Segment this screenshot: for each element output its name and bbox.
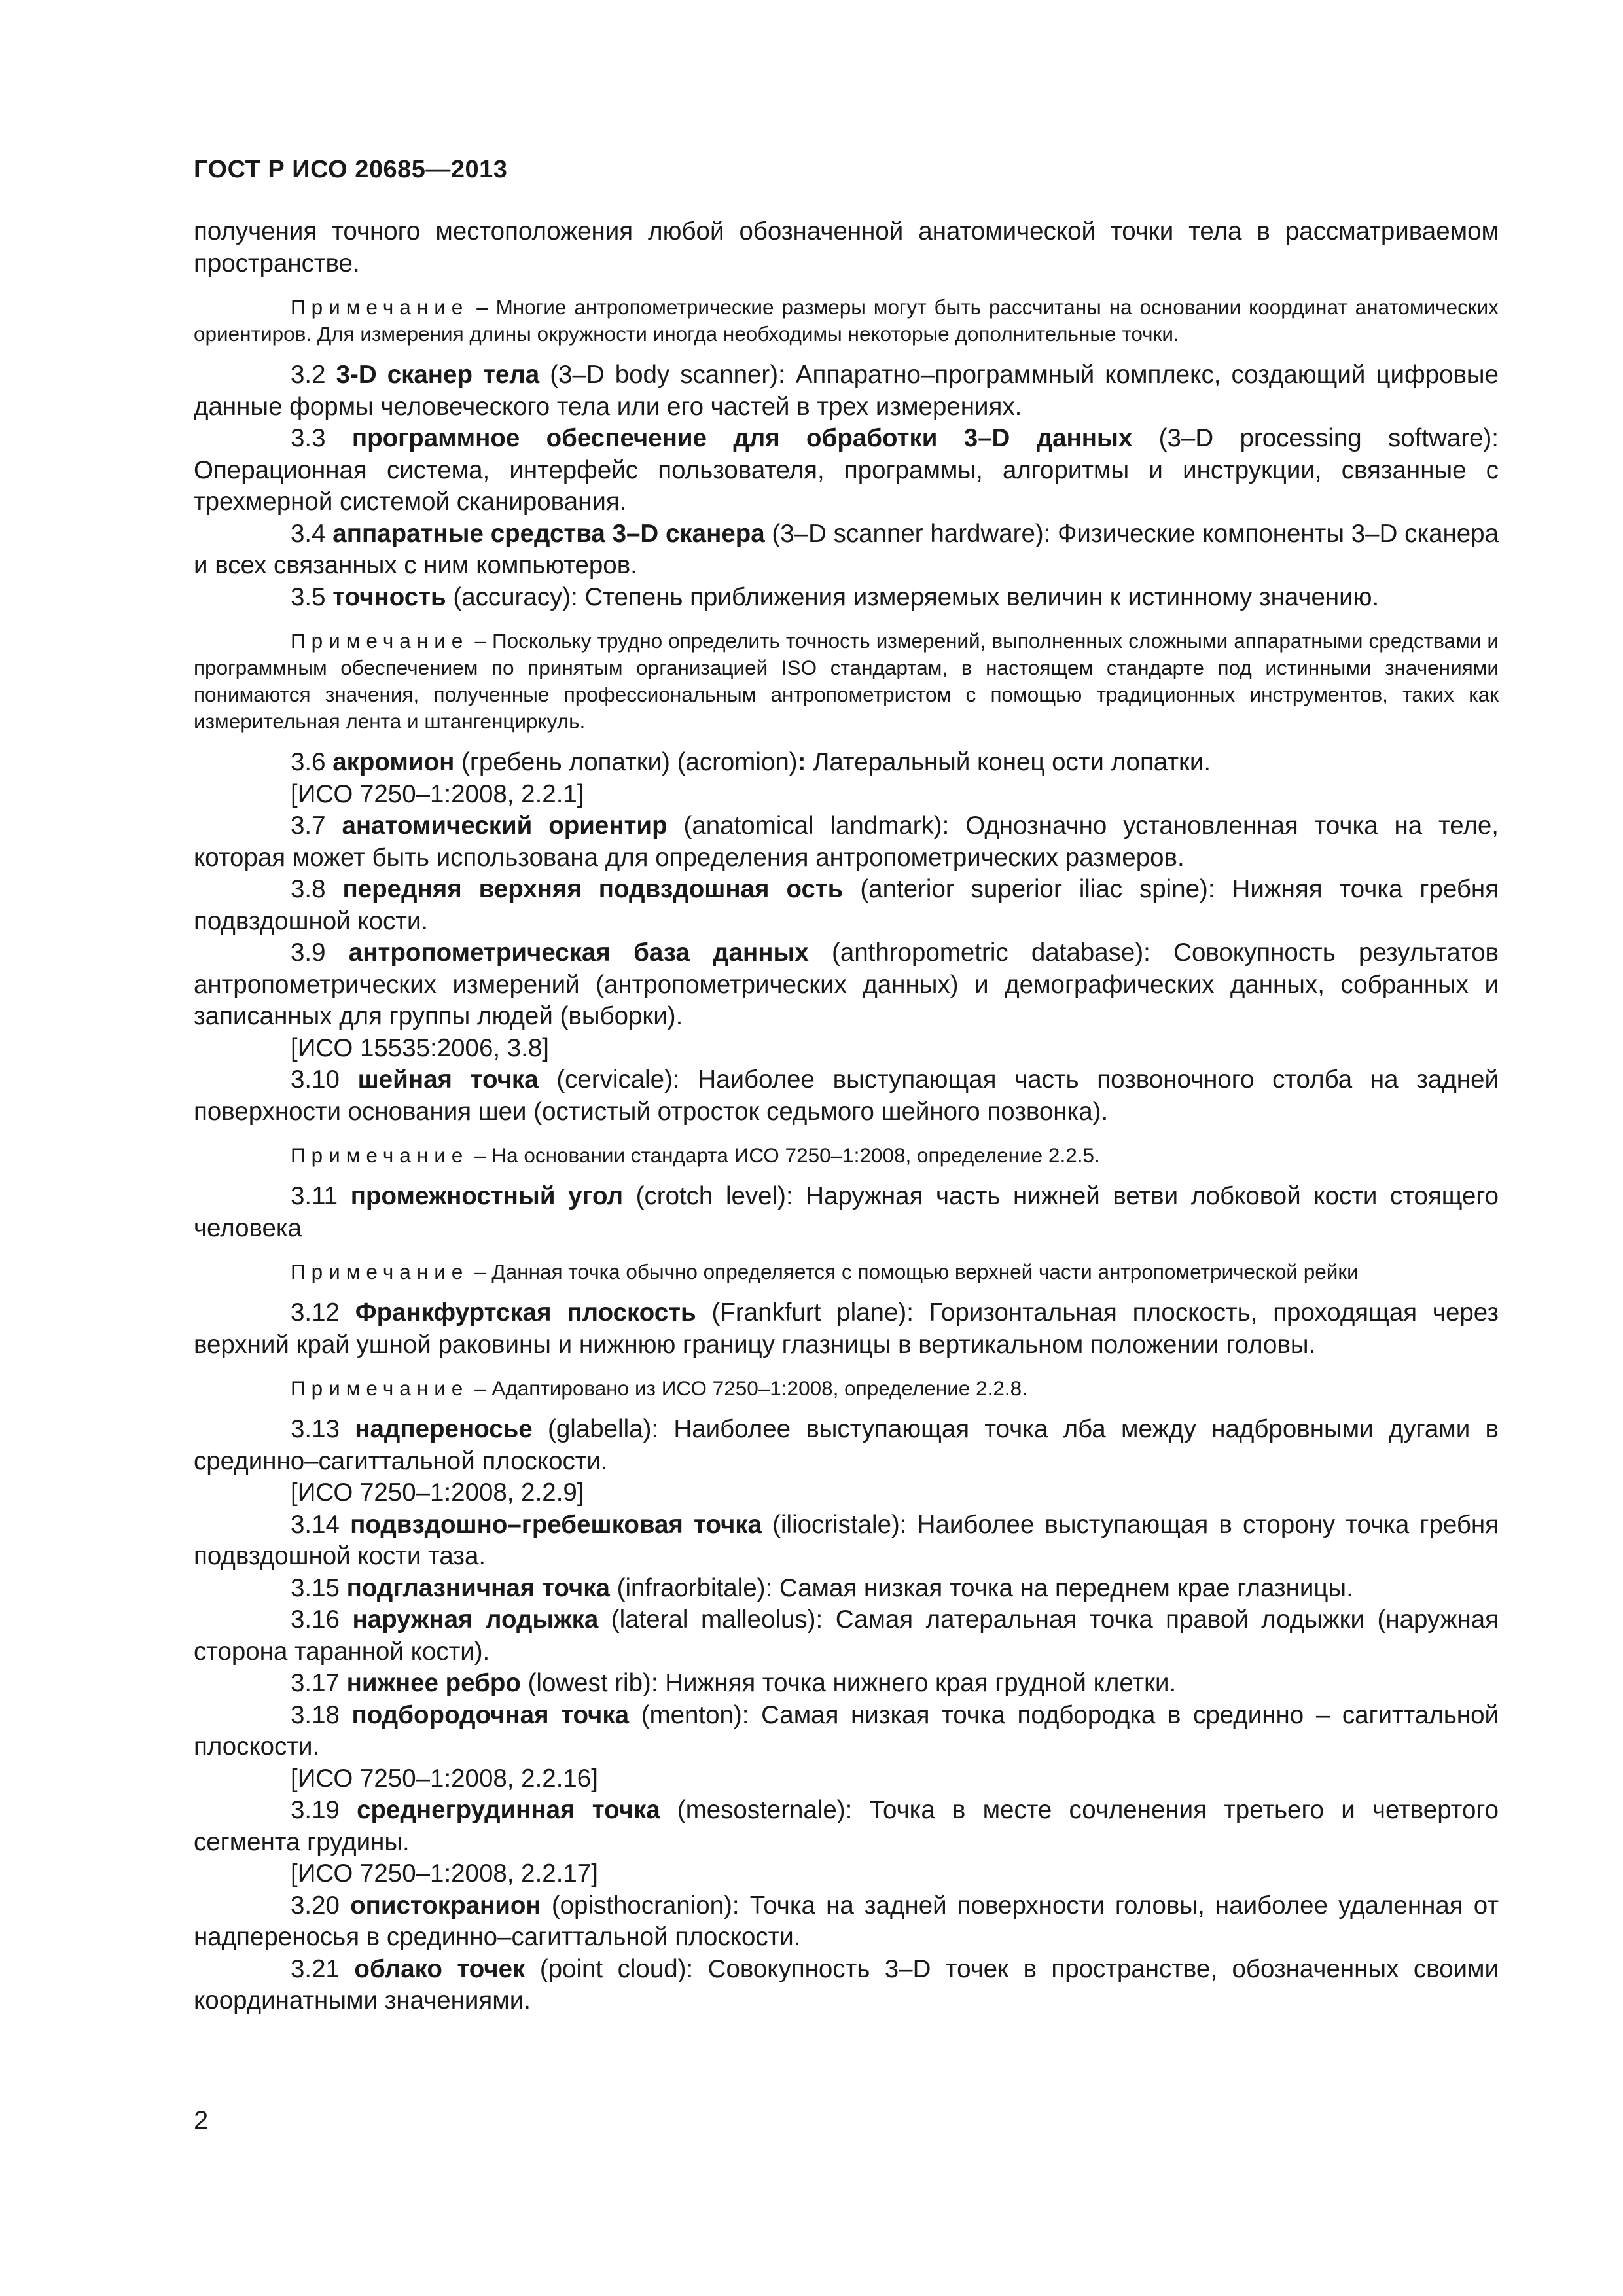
note-label: Примечание [291, 295, 469, 319]
term-3-18 [194, 1700, 1499, 1763]
note-label: Примечание [291, 1143, 469, 1167]
note-text: – Поскольку трудно определить точность измерений, выполненных сложными аппаратными средствами и программным обеспечением по принятым организацией ISO стандартам, в настоящем стандарте под истинными значениями понимаются значения, полученные профессиональным антропометристом с помощью традиционных инструментов, таких как измерительная лента и штангенциркуль. [194, 629, 1499, 733]
term-name: 3-D сканер тела [336, 361, 540, 389]
term-name: опистокранион [350, 1891, 541, 1920]
note-label: Примечание [291, 629, 469, 653]
term-number: 3.21 [291, 1954, 355, 1983]
term-number: 3.19 [291, 1796, 357, 1824]
term-3-17 [194, 1668, 1499, 1700]
term-name: надпереносье [355, 1415, 533, 1443]
term-3-15 [194, 1573, 1499, 1605]
term-name: антропометрическая база данных [348, 939, 809, 967]
term-number: 3.18 [291, 1700, 352, 1729]
term-3-16 [194, 1604, 1499, 1668]
term-definition: (anterior superior iliac spine): Нижняя точка гребня подвздошной кости. [194, 875, 1499, 935]
term-name: подглазничная точка [346, 1573, 610, 1602]
term-3-19 [194, 1795, 1499, 1858]
term-number: 3.10 [291, 1066, 358, 1094]
term-name: промежностный угол [350, 1182, 624, 1210]
term-definition: (lowest rib): Нижняя точка нижнего края грудной клетки. [520, 1669, 1177, 1697]
document-header: ГОСТ Р ИСО 20685—2013 [194, 156, 508, 183]
page-number: 2 [194, 2106, 209, 2135]
term-number: 3.12 [291, 1299, 355, 1327]
term-3-20 [194, 1890, 1499, 1954]
term-number: 3.13 [291, 1415, 355, 1443]
term-3-10 [194, 1064, 1499, 1128]
term-3-13 [194, 1414, 1499, 1477]
term-number: 3.6 [291, 748, 333, 776]
note-text: – Многие антропометрические размеры могут быть рассчитаны на основании координат анатомических ориентиров. Для измерения длины окружности иногда необходимы некоторые дополнительные точки. [194, 295, 1499, 346]
term-definition: (3–D scanner hardware): Физические компоненты 3–D сканера и всех связанных с ним компьютеров. [194, 519, 1499, 579]
term-number: 3.2 [291, 361, 336, 389]
term-number: 3.5 [291, 583, 333, 611]
term-name: Франкфуртская плоскость [355, 1299, 696, 1327]
term-definition: (3–D processing software): Операционная система, интерфейс пользователя, программы, алгоритмы и инструкции, связанные с трехмерной системой сканирования. [194, 424, 1499, 516]
term-name: наружная лодыжка [352, 1605, 599, 1634]
reference: [ИСО 7250–1:2008, 2.2.16] [291, 1764, 598, 1793]
note-text: – На основании стандарта ИСО 7250–1:2008, определение 2.2.5. [469, 1143, 1100, 1167]
term-definition: (iliocristale): Наиболее выступающая в сторону точка гребня подвздошной кости таза. [194, 1510, 1499, 1570]
note-label: Примечание [291, 1376, 469, 1400]
term-3-4 [194, 518, 1499, 582]
term-3-5 [194, 582, 1499, 614]
term-definition: (cervicale): Наиболее выступающая часть позвоночного столба на задней поверхности основания шеи (остистый отросток седьмого шейного позвонка). [194, 1066, 1499, 1126]
note-3 [194, 1142, 1499, 1169]
term-definition: (menton): Самая низкая точка подбородка в срединно – сагиттальной плоскости. [194, 1700, 1499, 1761]
term-definition: (glabella): Наиболее выступающая точка лба между надбровными дугами в срединно–сагиттальной плоскости. [194, 1415, 1499, 1475]
note-text: – Адаптировано из ИСО 7250–1:2008, определение 2.2.8. [469, 1376, 1027, 1400]
term-name: облако точек [354, 1954, 526, 1983]
term-name: точность [332, 583, 446, 611]
term-name: акромион [332, 748, 455, 776]
term-name: нижнее ребро [346, 1669, 521, 1697]
term-3-9 [194, 937, 1499, 1033]
document-body [194, 216, 1499, 2017]
term-number: 3.4 [291, 519, 333, 548]
term-definition: (accuracy): Степень приближения измеряемых величин к истинному значению. [446, 583, 1380, 611]
term-definition: (opisthocranion): Точка на задней поверхности головы, наиболее удаленная от надпереносья в срединно–сагиттальной плоскости. [194, 1891, 1499, 1951]
term-3-8 [194, 874, 1499, 937]
term-definition: (anatomical landmark): Однозначно установленная точка на теле, которая может быть использована для определения антропометрических размеров. [194, 812, 1499, 872]
term-3-2 [194, 359, 1499, 423]
reference: [ИСО 7250–1:2008, 2.2.9] [291, 1479, 584, 1507]
term-name: подбородочная точка [351, 1700, 630, 1729]
reference: [ИСО 15535:2006, 3.8] [291, 1033, 549, 1062]
term-3-6 [194, 747, 1499, 779]
reference: [ИСО 7250–1:2008, 2.2.17] [291, 1859, 598, 1888]
intro-paragraph: получения точного местоположения любой обозначенной анатомической точки тела в рассматриваемом пространстве. [194, 217, 1499, 278]
reference: [ИСО 7250–1:2008, 2.2.1] [291, 780, 584, 808]
term-name: аппаратные средства 3–D сканера [332, 519, 765, 548]
term-name: анатомический ориентир [342, 812, 668, 840]
term-number: 3.16 [291, 1605, 353, 1634]
term-number: 3.14 [291, 1510, 351, 1539]
term-3-14 [194, 1509, 1499, 1573]
term-definition: Латеральный конец ости лопатки. [806, 748, 1211, 776]
term-name: среднегрудинная точка [357, 1796, 660, 1824]
term-number: 3.8 [291, 875, 343, 903]
term-definition: (crotch level): Наружная часть нижней ветви лобковой кости стоящего человека [194, 1182, 1499, 1242]
term-english: (гребень лопатки) (acromion) [454, 748, 798, 776]
note-2 [194, 628, 1499, 735]
term-name: программное обеспечение для обработки 3–D данных [351, 424, 1133, 452]
term-number: 3.9 [291, 939, 349, 967]
term-number: 3.11 [291, 1182, 351, 1210]
term-3-3 [194, 423, 1499, 518]
term-number: 3.3 [291, 424, 352, 452]
term-definition: (infraorbitale): Самая низкая точка на переднем крае глазницы. [609, 1573, 1353, 1602]
term-name: передняя верхняя подвздошная ость [342, 875, 844, 903]
note-label: Примечание [291, 1260, 469, 1283]
note-5 [194, 1375, 1499, 1402]
term-number: 3.15 [291, 1573, 347, 1602]
term-definition: (point cloud): Совокупность 3–D точек в пространстве, обозначенных своими координатными значениями. [194, 1954, 1499, 2015]
term-definition: (lateral malleolus): Самая латеральная точка правой лодыжки (наружная сторона таранной кости). [194, 1605, 1499, 1666]
term-definition: (anthropometric database): Совокупность результатов антропометрических измерений (антропометрических данных) и демографических данных, собранных и записанных для группы людей (выборки). [194, 939, 1499, 1030]
term-definition: (mesosternale): Точка в месте сочленения третьего и четвертого сегмента грудины. [194, 1796, 1499, 1856]
term-3-12 [194, 1297, 1499, 1361]
term-name: подвздошно–гребешковая точка [350, 1510, 762, 1539]
term-definition: (Frankfurt plane): Горизонтальная плоскость, проходящая через верхний край ушной раковины и нижнюю границу глазницы в вертикальном положении головы. [194, 1299, 1499, 1359]
term-3-11 [194, 1181, 1499, 1244]
term-3-21 [194, 1954, 1499, 2017]
term-number: 3.17 [291, 1669, 347, 1697]
term-definition: (3–D body scanner): Аппаратно–программный комплекс, создающий цифровые данные формы человеческого тела или его частей в трех измерениях. [194, 361, 1499, 421]
note-1 [194, 294, 1499, 348]
note-4 [194, 1259, 1499, 1285]
term-3-7 [194, 810, 1499, 874]
term-name: шейная точка [357, 1066, 539, 1094]
term-number: 3.20 [291, 1891, 351, 1920]
note-text: – Данная точка обычно определяется с помощью верхней части антропометрической рейки [469, 1260, 1359, 1283]
term-colon: : [797, 748, 806, 776]
term-number: 3.7 [291, 812, 342, 840]
